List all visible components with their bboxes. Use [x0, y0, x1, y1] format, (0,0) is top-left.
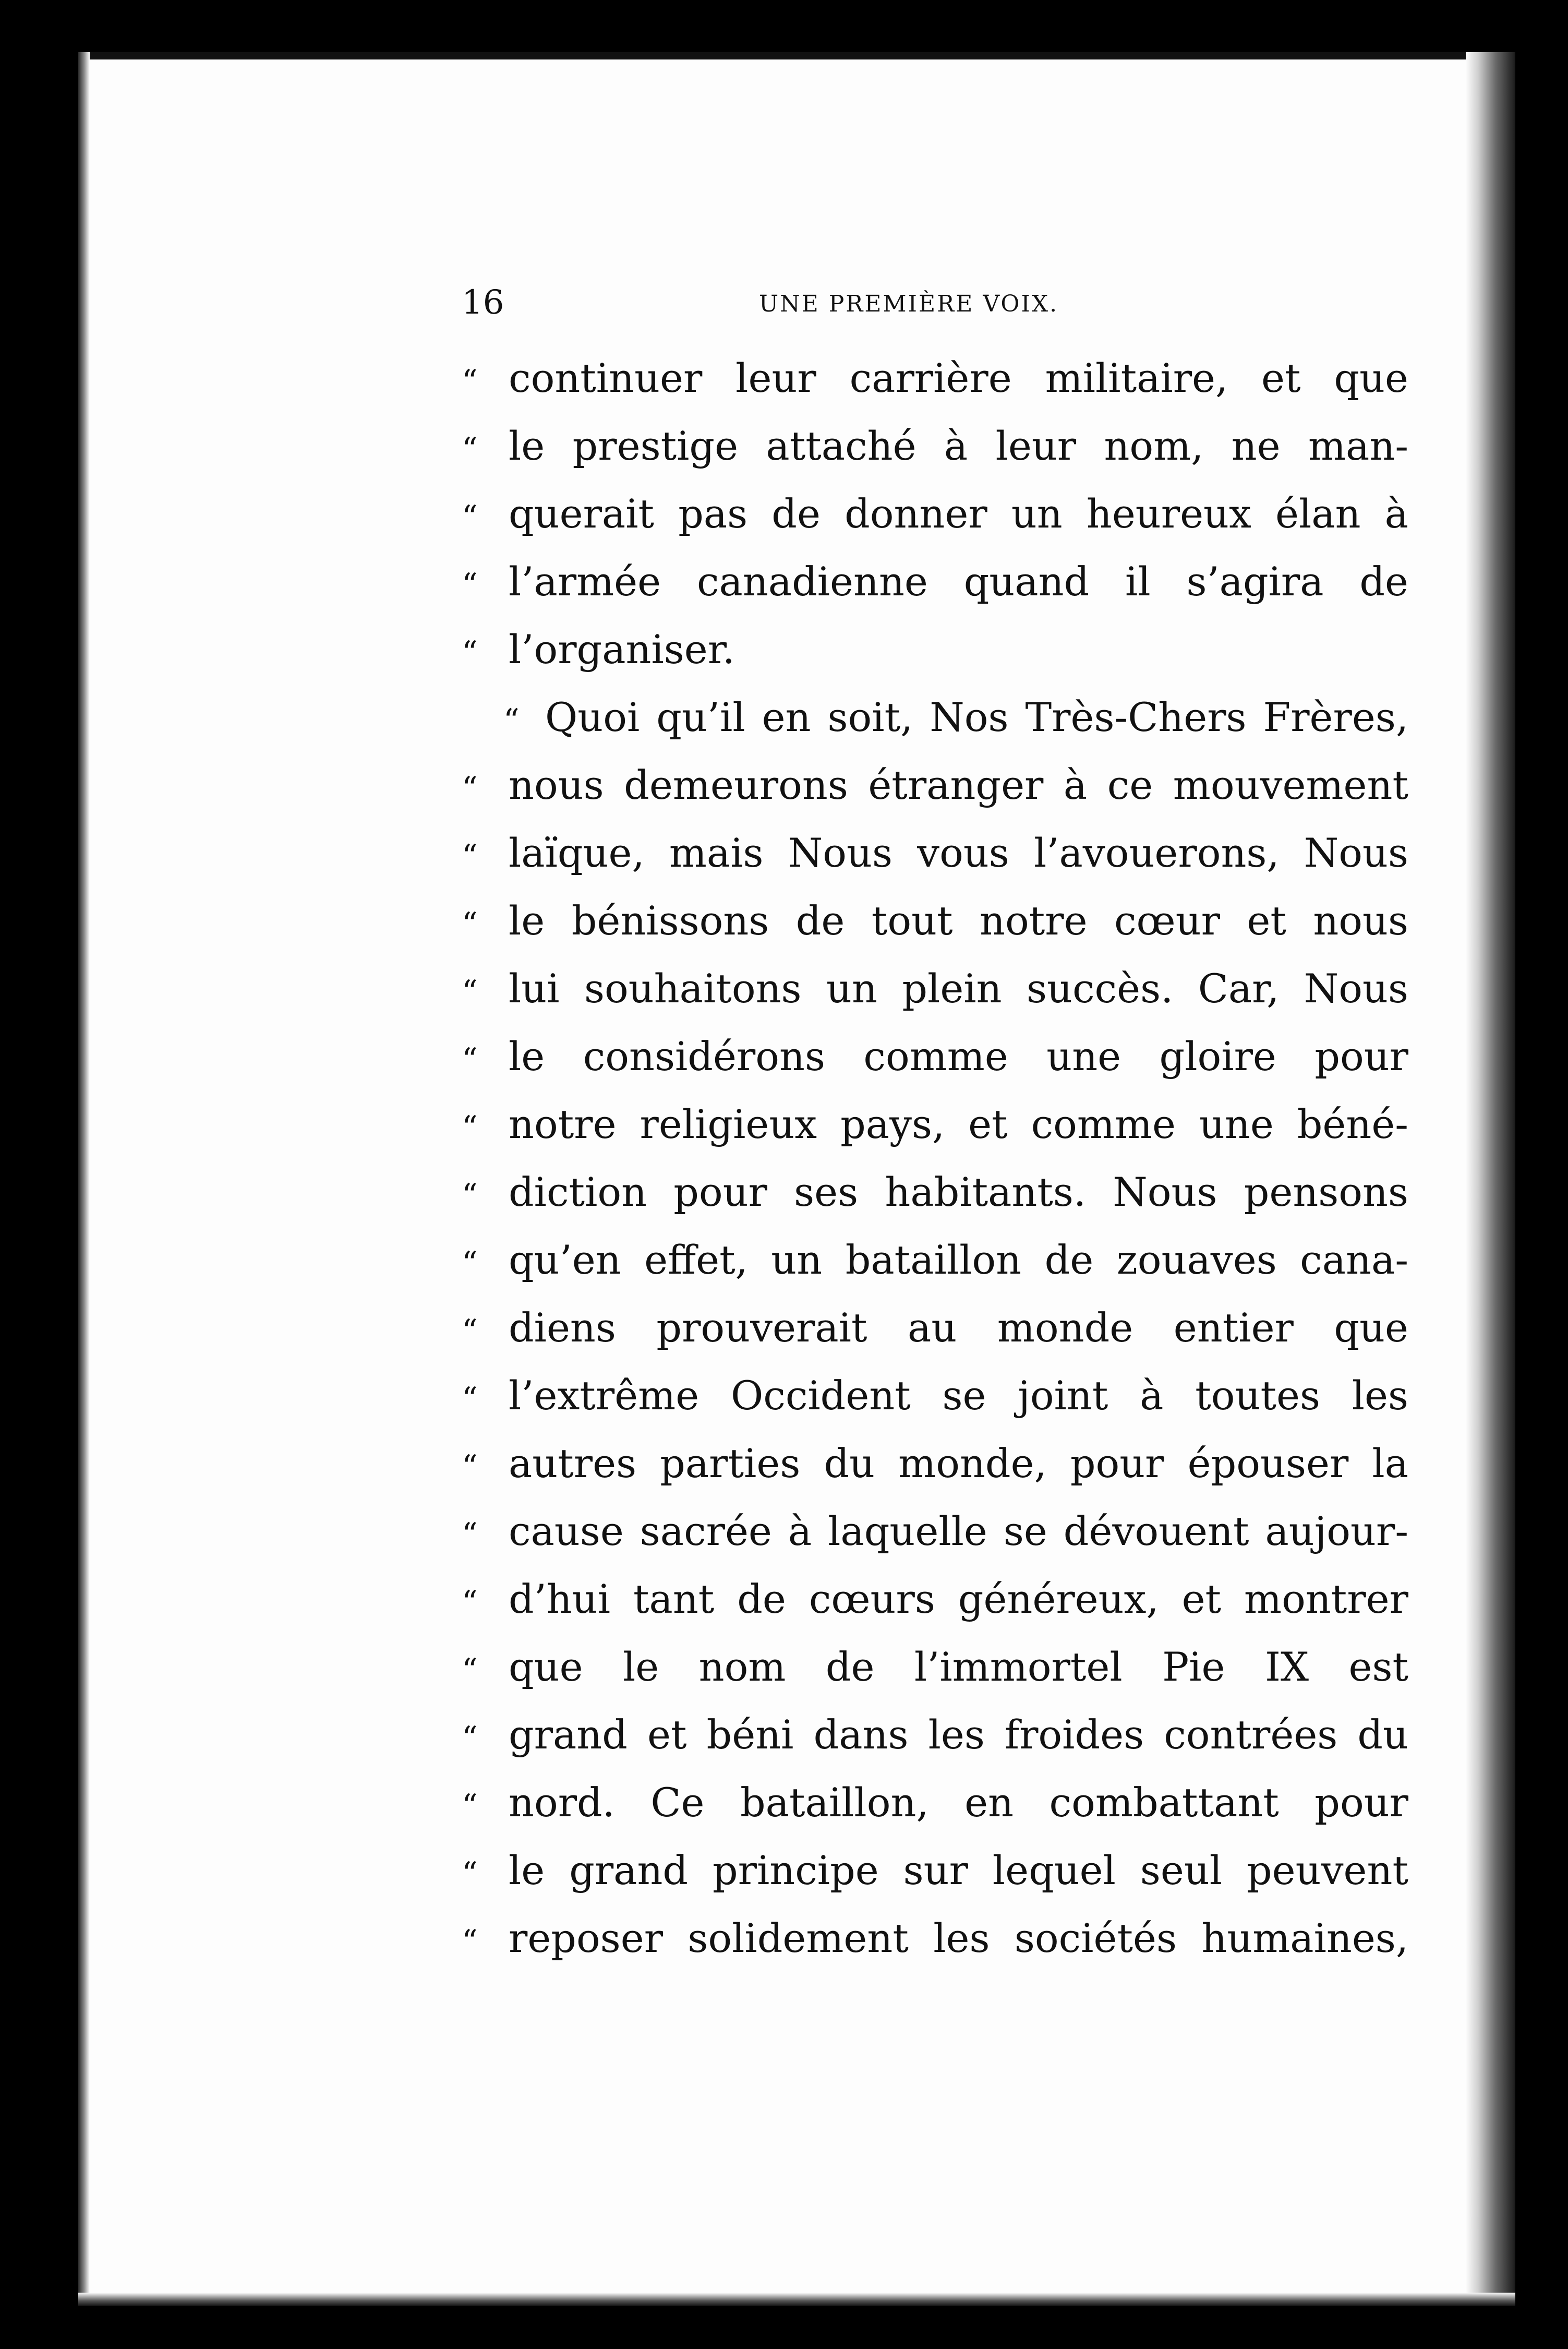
quote-mark: “ — [503, 702, 520, 739]
quote-mark: “ — [462, 1381, 478, 1417]
scan-edge-right — [1466, 52, 1515, 2306]
line-text: diction pour ses habitants. Nous pensons — [509, 1169, 1408, 1215]
text-line — [462, 887, 1408, 955]
quote-mark: “ — [462, 567, 478, 603]
page-number: 16 — [462, 283, 504, 322]
line-text: l’armée canadienne quand il s’agira de — [509, 558, 1408, 605]
quote-mark: “ — [462, 838, 478, 874]
quote-mark: “ — [462, 1923, 478, 1960]
line-text: nord. Ce bataillon, en combattant pour — [509, 1779, 1408, 1826]
line-text: l’extrême Occident se joint à toutes les — [509, 1372, 1408, 1419]
text-line — [462, 412, 1408, 480]
line-text: l’organiser. — [509, 626, 735, 673]
text-line — [462, 616, 1408, 684]
text-line — [462, 684, 1408, 751]
scan-edge-left — [78, 52, 90, 2306]
line-text: que le nom de l’immortel Pie IX est — [509, 1644, 1408, 1690]
line-text: reposer solidement les sociétés humaines, — [509, 1915, 1408, 1961]
quote-mark: “ — [462, 1652, 478, 1688]
line-text: grand et béni dans les froides contrées du — [509, 1711, 1408, 1758]
quote-mark: “ — [462, 1313, 478, 1349]
text-line — [462, 1701, 1408, 1769]
quote-mark: “ — [462, 1788, 478, 1824]
line-text: lui souhaitons un plein succès. Car, Nous — [509, 965, 1408, 1012]
line-text: notre religieux pays, et comme une béné- — [509, 1101, 1408, 1147]
line-text: autres parties du monde, pour épouser la — [509, 1440, 1408, 1487]
book-page — [78, 52, 1515, 2306]
line-text: diens prouverait au monde entier que — [509, 1304, 1408, 1351]
quote-mark: “ — [462, 1720, 478, 1756]
text-line — [462, 480, 1408, 548]
line-text: qu’en effet, un bataillon de zouaves cana- — [509, 1237, 1408, 1283]
quote-mark: “ — [462, 1448, 478, 1485]
text-line — [462, 1904, 1408, 1972]
quote-mark: “ — [462, 363, 478, 400]
line-text: nous demeurons étranger à ce mouvement — [509, 762, 1408, 808]
line-text: laïque, mais Nous vous l’avouerons, Nous — [509, 830, 1408, 876]
line-text: continuer leur carrière militaire, et que — [509, 355, 1408, 401]
quote-mark: “ — [462, 770, 478, 807]
quote-mark: “ — [462, 634, 478, 671]
scan-edge-bottom — [78, 2293, 1515, 2306]
quote-mark: “ — [462, 1516, 478, 1553]
text-line — [462, 819, 1408, 887]
line-text: le bénissons de tout notre cœur et nous — [509, 897, 1408, 944]
quote-mark: “ — [462, 1041, 478, 1078]
text-line — [462, 751, 1408, 819]
text-line — [462, 1769, 1408, 1837]
line-text: cause sacrée à laquelle se dévouent aujour- — [509, 1508, 1408, 1554]
text-line — [462, 344, 1408, 412]
quote-mark: “ — [462, 1584, 478, 1621]
text-line — [462, 1158, 1408, 1226]
text-line — [462, 548, 1408, 616]
text-line — [462, 1430, 1408, 1497]
line-text: querait pas de donner un heureux élan à — [509, 490, 1408, 537]
scan-edge-top — [78, 52, 1515, 59]
line-text: Quoi qu’il en soit, Nos Très-Chers Frères, — [545, 694, 1408, 740]
page-header — [462, 282, 1296, 323]
text-line — [462, 1090, 1408, 1158]
body-text — [462, 344, 1408, 1972]
text-line — [462, 1633, 1408, 1701]
quote-mark: “ — [462, 1109, 478, 1146]
text-line — [462, 1497, 1408, 1565]
quote-mark: “ — [462, 499, 478, 535]
quote-mark: “ — [462, 906, 478, 942]
quote-mark: “ — [462, 431, 478, 468]
text-line — [462, 1023, 1408, 1090]
quote-mark: “ — [462, 974, 478, 1010]
line-text: d’hui tant de cœurs généreux, et montrer — [509, 1576, 1408, 1622]
text-line — [462, 1294, 1408, 1362]
text-line — [462, 1837, 1408, 1904]
text-line — [462, 1226, 1408, 1294]
text-line — [462, 955, 1408, 1023]
quote-mark: “ — [462, 1855, 478, 1892]
text-line — [462, 1565, 1408, 1633]
line-text: le considérons comme une gloire pour — [509, 1033, 1408, 1080]
text-line — [462, 1362, 1408, 1430]
line-text: le grand principe sur lequel seul peuvent — [509, 1847, 1408, 1893]
running-head: UNE PREMIÈRE VOIX. — [759, 291, 1059, 317]
line-text: le prestige attaché à leur nom, ne man- — [509, 423, 1408, 469]
quote-mark: “ — [462, 1245, 478, 1281]
quote-mark: “ — [462, 1177, 478, 1214]
